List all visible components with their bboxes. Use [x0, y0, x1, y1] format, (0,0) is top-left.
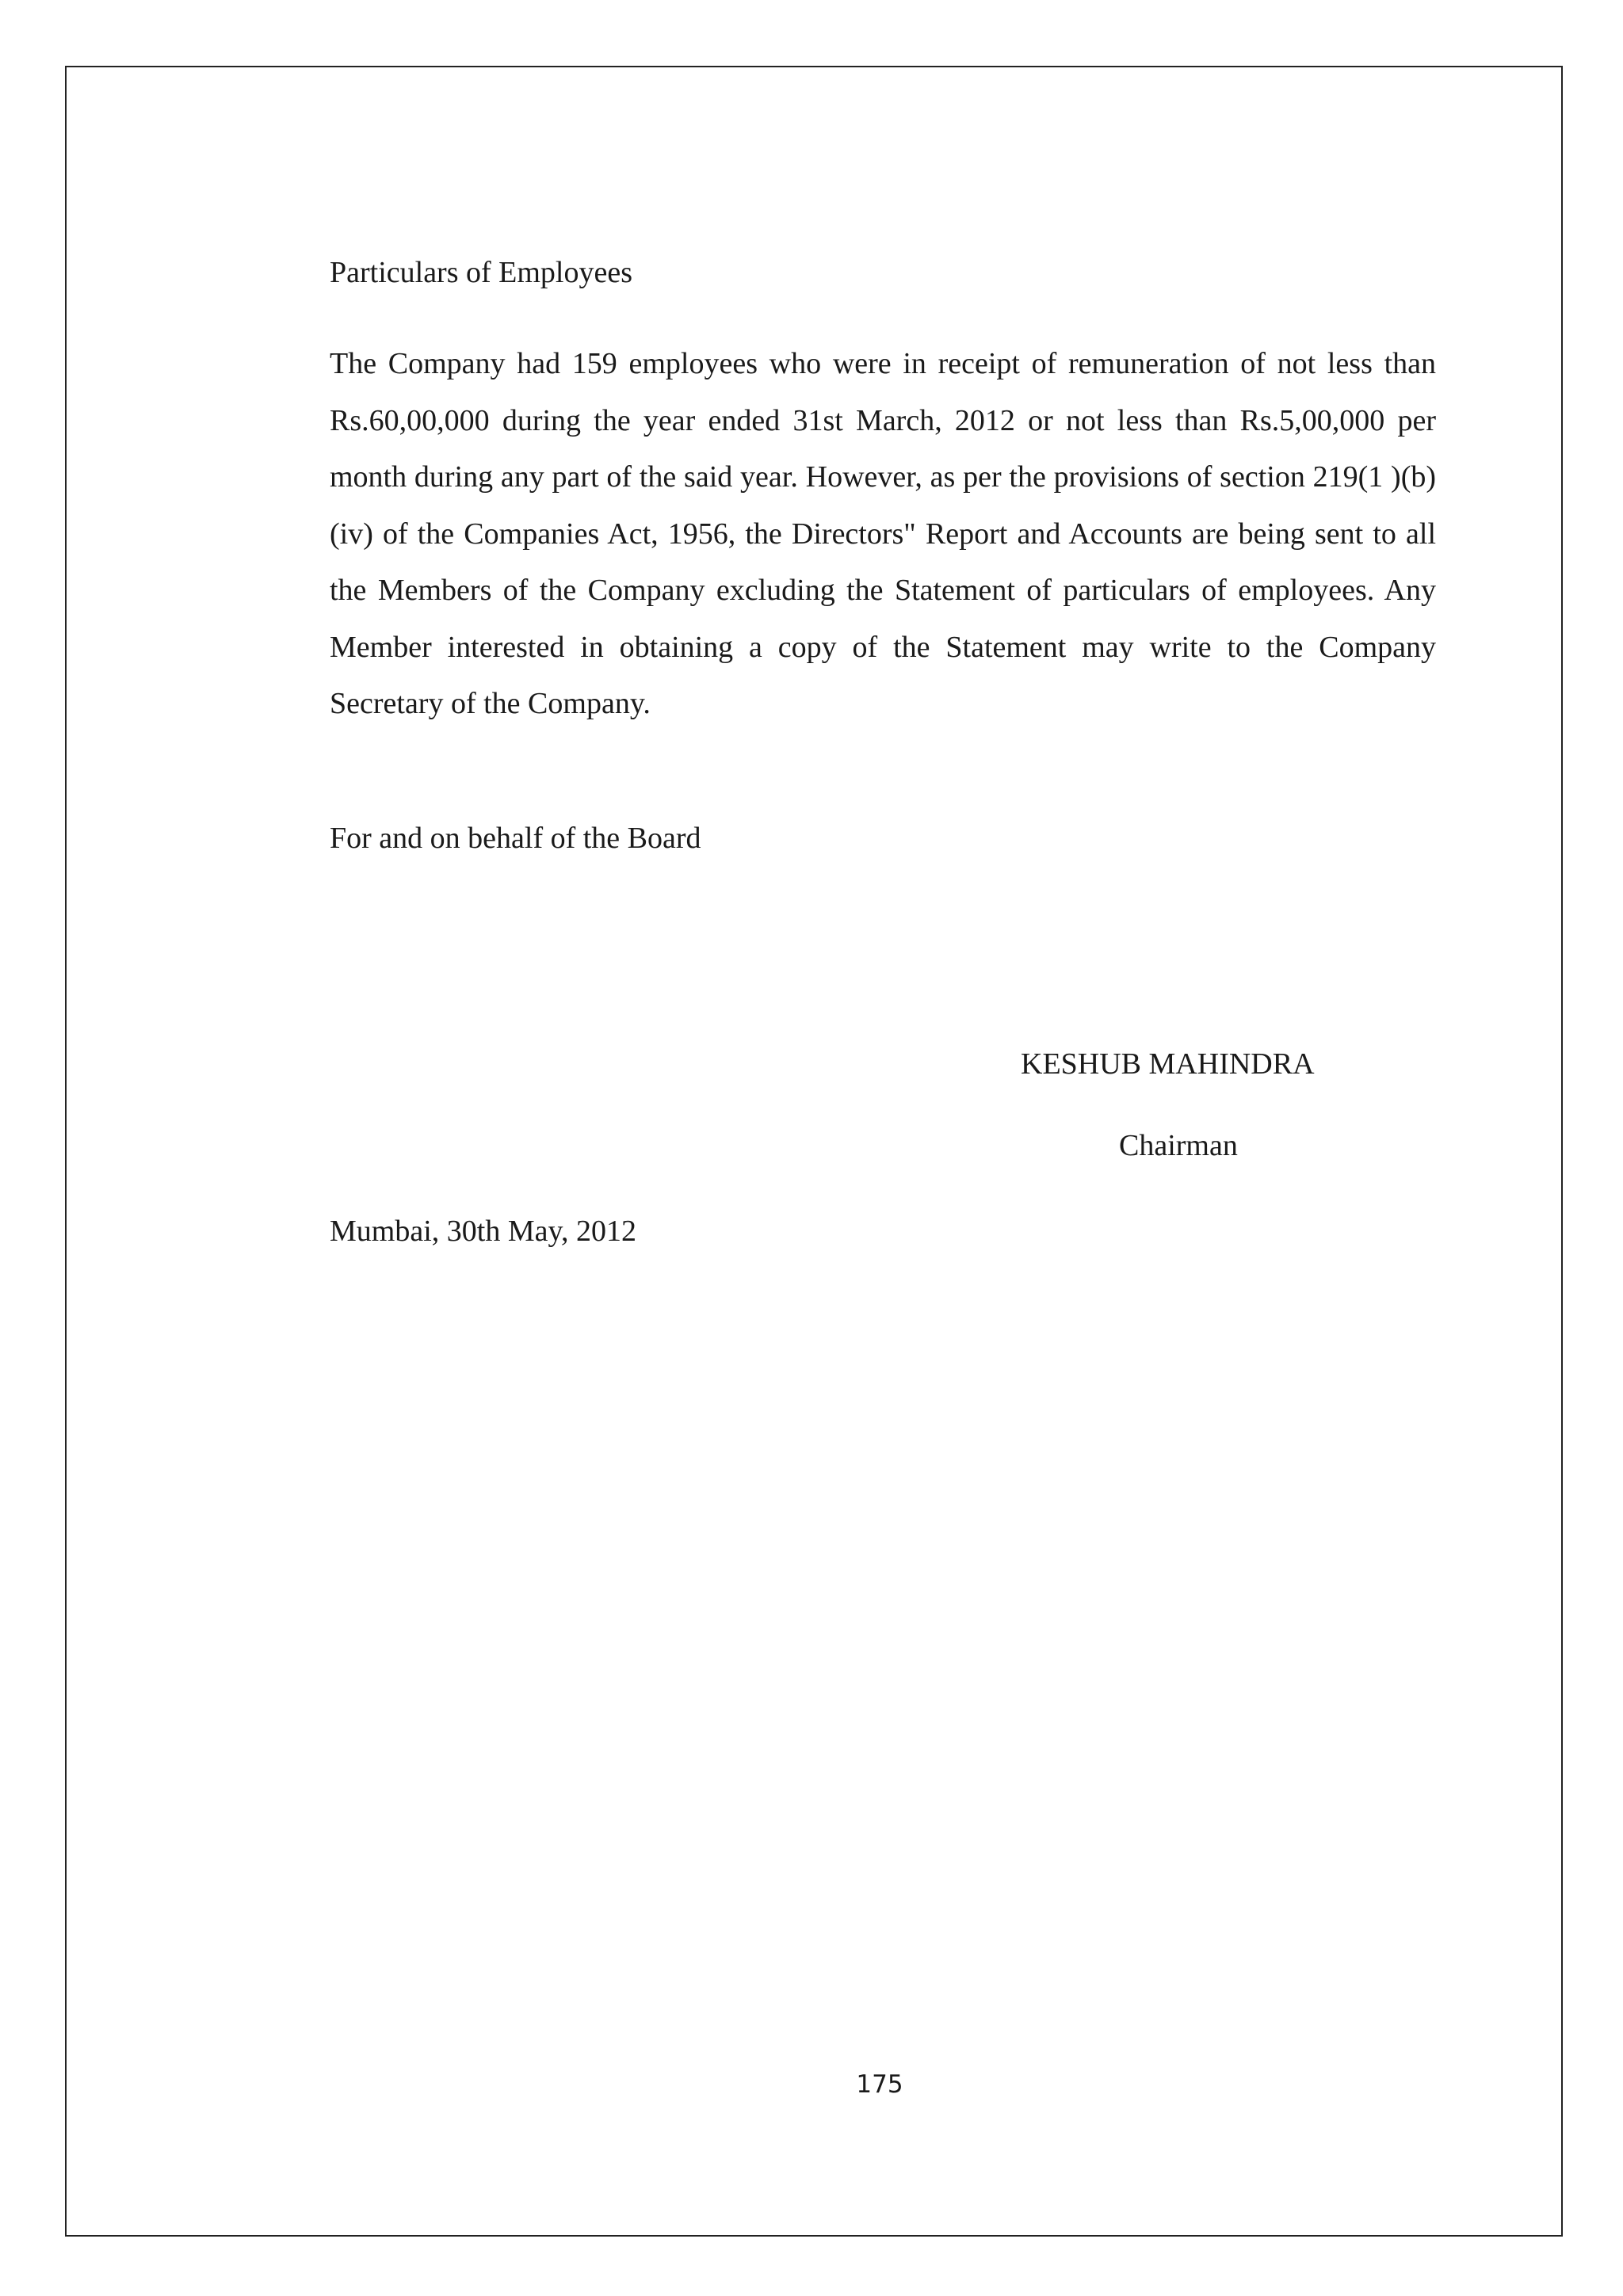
- signatory-name: KESHUB MAHINDRA: [1021, 1047, 1315, 1081]
- body-paragraph: The Company had 159 employees who were in receipt of remuneration of not less than Rs.60,00,000 during the year ended 31st March, 2012 or not less than Rs.5,00,000 per month during any part of the said year. However, as per the provisions of section 219(1 )(b)(iv) of the Companies Act, 1956, the Directors" Report and Accounts are being sent to all the Members of the Company excluding the Statement of particulars of employees. Any Member interested in obtaining a copy of the Statement may write to the Company Secretary of the Company.: [330, 347, 1436, 720]
- place-date: Mumbai, 30th May, 2012: [330, 1215, 637, 1248]
- section-heading: Particulars of Employees: [330, 256, 633, 289]
- page-number: 175: [856, 2070, 903, 2099]
- signatory-title: Chairman: [1119, 1129, 1238, 1162]
- closing-line: For and on behalf of the Board: [330, 822, 701, 855]
